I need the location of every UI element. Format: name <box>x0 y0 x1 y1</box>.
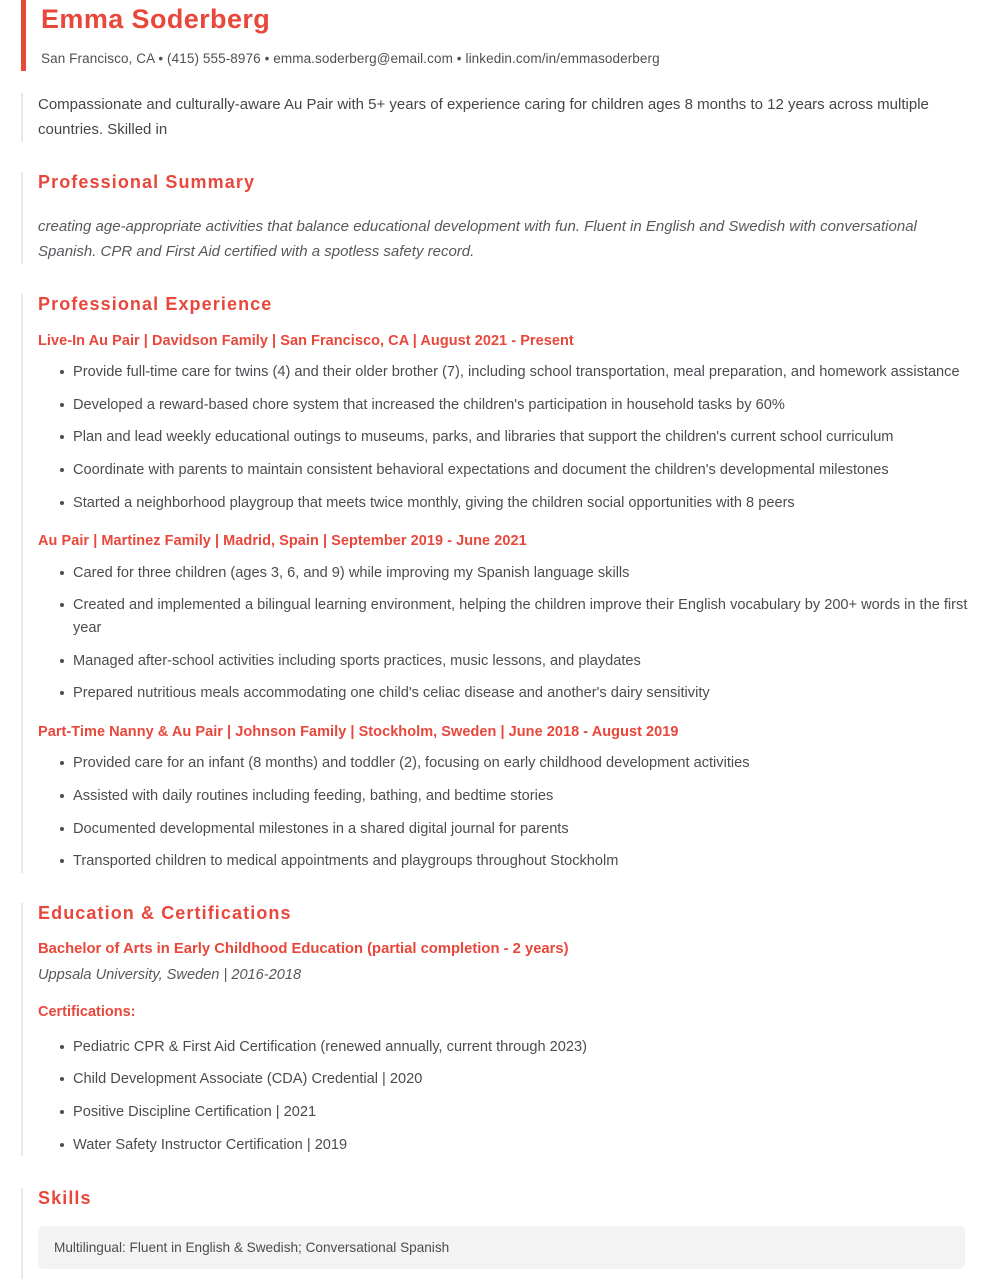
certification-item: Positive Discipline Certification | 2021 <box>60 1101 989 1124</box>
job-bullet-list <box>38 752 989 872</box>
resume-header <box>21 0 989 71</box>
job-bullet: Provide full-time care for twins (4) and their older brother (7), including school transportation, meal preparation, and homework assistance <box>60 361 989 384</box>
education-school: Uppsala University, Sweden | 2016-2018 <box>38 967 302 984</box>
section-professional-experience <box>21 294 989 873</box>
section-professional-summary <box>21 172 989 264</box>
certification-item: Child Development Associate (CDA) Credential | 2020 <box>60 1068 989 1091</box>
intro-section <box>21 93 989 142</box>
contact-line: San Francisco, CA • (415) 555-8976 • emma.soderberg@email.com • linkedin.com/in/emmasoderberg <box>41 50 660 66</box>
job-bullet-list <box>38 361 989 514</box>
job-bullet: Created and implemented a bilingual learning environment, helping the children improve their English vocabulary by 200+ words in the first year <box>60 594 989 639</box>
job-heading: Au Pair | Martinez Family | Madrid, Spain | September 2019 - June 2021 <box>38 533 527 550</box>
intro-paragraph: Compassionate and culturally-aware Au Pair with 5+ years of experience caring for children ages 8 months to 12 years across multiple countries. Skilled in <box>38 96 929 138</box>
job-bullet: Cared for three children (ages 3, 6, and 9) while improving my Spanish language skills <box>60 562 989 585</box>
job-bullet: Prepared nutritious meals accommodating one child's celiac disease and another's dairy sensitivity <box>60 682 989 705</box>
certification-item: Pediatric CPR & First Aid Certification (renewed annually, current through 2023) <box>60 1036 989 1059</box>
experience-entry <box>38 723 989 873</box>
education-degree: Bachelor of Arts in Early Childhood Education (partial completion - 2 years) <box>38 941 569 958</box>
certifications-list <box>38 1036 989 1156</box>
job-bullet: Started a neighborhood playgroup that meets twice monthly, giving the children social opportunities with 8 peers <box>60 492 989 515</box>
job-heading: Live-In Au Pair | Davidson Family | San Francisco, CA | August 2021 - Present <box>38 332 574 349</box>
job-bullet: Managed after-school activities including sports practices, music lessons, and playdates <box>60 650 989 673</box>
certification-item: Water Safety Instructor Certification | 2019 <box>60 1134 989 1157</box>
job-bullet: Plan and lead weekly educational outings to museums, parks, and libraries that support the children's current school curriculum <box>60 426 989 449</box>
job-heading: Part-Time Nanny & Au Pair | Johnson Family | Stockholm, Sweden | June 2018 - August 2019 <box>38 723 679 740</box>
job-bullet: Coordinate with parents to maintain consistent behavioral expectations and document the children's developmental milestones <box>60 459 989 482</box>
section-skills <box>21 1188 989 1279</box>
job-bullet: Provided care for an infant (8 months) and toddler (2), focusing on early childhood development activities <box>60 752 989 775</box>
job-bullet: Documented developmental milestones in a shared digital journal for parents <box>60 818 989 841</box>
section-title-summary: Professional Summary <box>38 171 256 192</box>
skill-item: Multilingual: Fluent in English & Swedish; Conversational Spanish <box>38 1226 965 1269</box>
section-title-experience: Professional Experience <box>38 294 273 315</box>
section-education-certifications <box>21 903 989 1156</box>
job-bullet: Transported children to medical appointments and playgroups throughout Stockholm <box>60 850 989 873</box>
experience-entry <box>38 532 989 705</box>
section-title-skills: Skills <box>38 1188 92 1209</box>
candidate-name: Emma Soderberg <box>41 4 271 34</box>
job-bullet: Assisted with daily routines including feeding, bathing, and bedtime stories <box>60 785 989 808</box>
summary-paragraph: creating age-appropriate activities that balance educational development with fun. Fluent in English and Swedish with conversational Spanish. CPR and First Aid certified with a spotless safety record. <box>38 218 917 260</box>
section-title-education: Education & Certifications <box>38 902 292 923</box>
certifications-label: Certifications: <box>38 1003 136 1020</box>
job-bullet-list <box>38 562 989 705</box>
job-bullet: Developed a reward-based chore system that increased the children's participation in household tasks by 60% <box>60 394 989 417</box>
experience-entry <box>38 332 989 515</box>
